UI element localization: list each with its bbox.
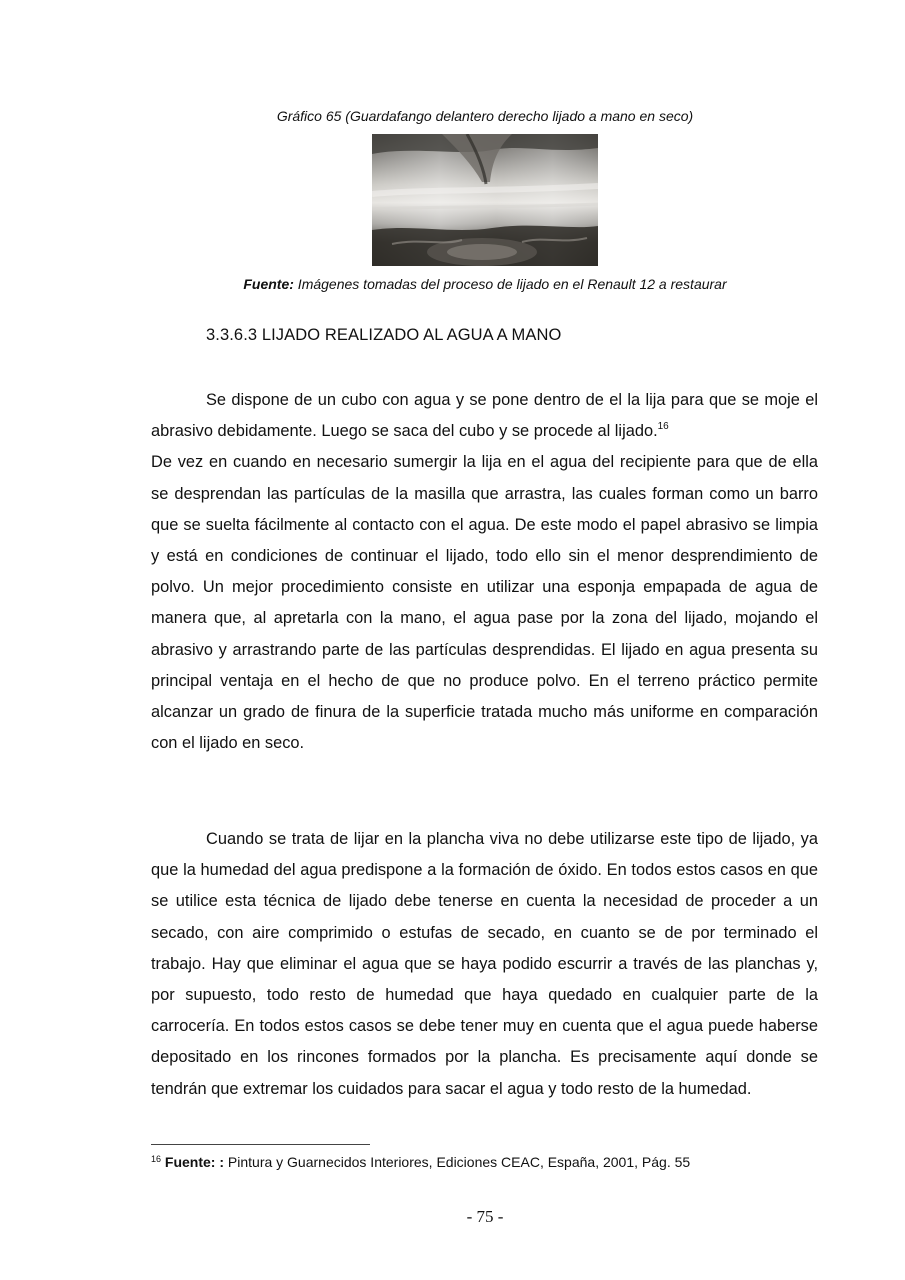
figure-caption: Gráfico 65 (Guardafango delantero derecho lijado a mano en seco) xyxy=(276,108,694,124)
section-heading: 3.3.6.3 LIJADO REALIZADO AL AGUA A MANO xyxy=(206,326,562,344)
footnote xyxy=(151,1154,690,1170)
footnote-label: Fuente: : xyxy=(164,1154,225,1170)
paragraph-1-text-a: Se dispone de un cubo con agua y se pone dentro de el la lija para que se moje el abrasivo debidamente. Luego se saca del cubo y se procede al lijado. xyxy=(151,391,818,441)
figure-source-text: Imágenes tomadas del proceso de lijado en el Renault 12 a restaurar xyxy=(293,276,727,292)
paragraph-1 xyxy=(151,385,818,759)
figure-source xyxy=(0,276,905,292)
footnote-reference: 16 xyxy=(657,421,669,433)
footnote-number: 16 xyxy=(151,1154,162,1164)
footnote-separator xyxy=(151,1144,370,1145)
sanded-fender-photo xyxy=(372,134,598,266)
paragraph-1-lead xyxy=(151,385,818,447)
page-number: - 75 - xyxy=(466,1207,504,1226)
paragraph-1-continuation: De vez en cuando en necesario sumergir la lija en el agua del recipiente para que de ella se desprendan las partículas de la masilla que arrastra, las cuales forman como un barro que se suelta fácilmente al contacto con el agua. De este modo el papel abrasivo se limpia y está en condiciones de continuar el lijado, todo ello sin el menor desprendimiento de polvo. Un mejor procedimiento consiste en utilizar una esponja empapada de agua de manera que, al apretarla con la mano, el agua pase por la zona del lijado, mojando el abrasivo y arrastrando parte de las partículas desprendidas. El lijado en agua presenta su principal ventaja en el hecho de que no produce polvo. En el terreno práctico permite alcanzar un grado de finura de la superficie tratada mucho más uniforme en comparación con el lijado en seco. xyxy=(151,453,818,753)
footnote-text: Pintura y Guarnecidos Interiores, Ediciones CEAC, España, 2001, Pág. 55 xyxy=(224,1154,691,1170)
paragraph-2 xyxy=(151,824,818,1105)
paragraph-2-text: Cuando se trata de lijar en la plancha viva no debe utilizarse este tipo de lijado, ya que la humedad del agua predispone a la formación de óxido. En todos estos casos en que se utilice esta técnica de lijado debe tenerse en cuenta la necesidad de proceder a un secado, con aire comprimido o estufas de secado, en cuanto se de por terminado el trabajo. Hay que eliminar el agua que se haya podido escurrir a través de las planchas y, por supuesto, todo resto de humedad que haya quedado en cualquier parte de la carrocería. En todos estos casos se debe tener muy en cuenta que el agua puede haberse depositado en los rincones formados por la plancha. Es precisamente aquí donde se tendrán que extremar los cuidados para sacar el agua y todo resto de la humedad. xyxy=(151,830,818,1098)
figure-source-label: Fuente: xyxy=(243,276,294,292)
